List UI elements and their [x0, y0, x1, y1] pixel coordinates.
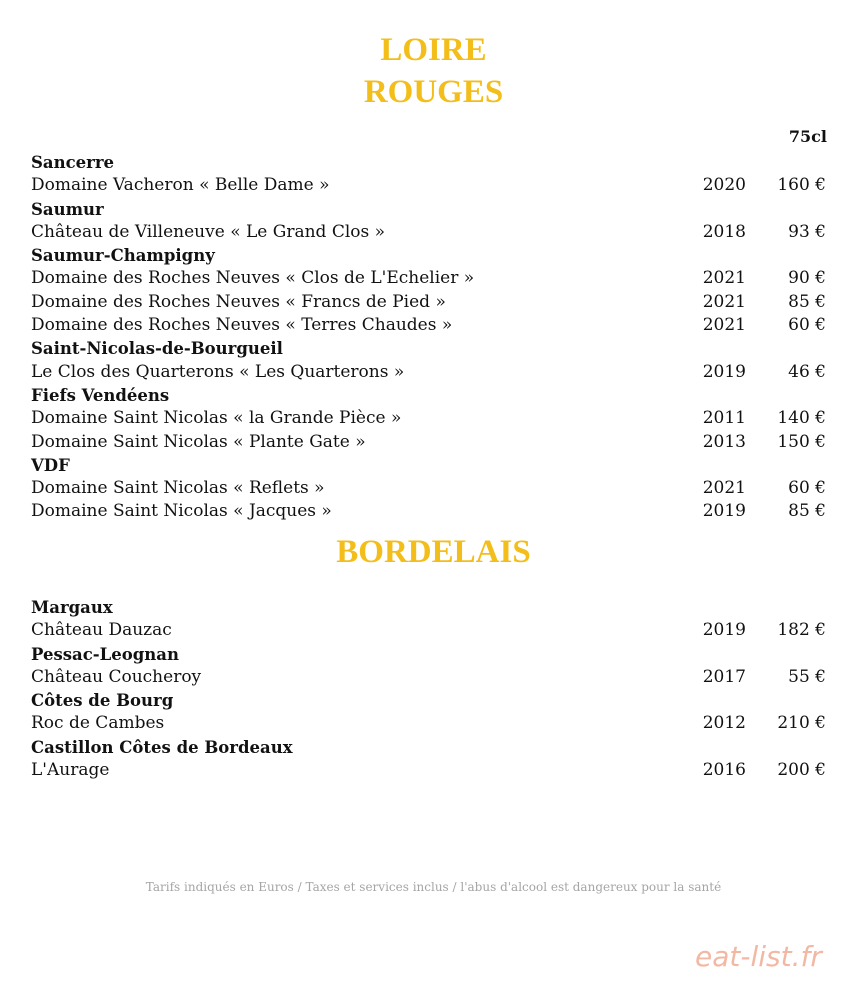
wine-vintage: 2013: [702, 431, 746, 452]
wine-row: [31, 619, 826, 642]
region-title-bordelais: BORDELAIS: [336, 534, 531, 570]
wine-name: Domaine Saint Nicolas « la Grande Pièce »: [31, 408, 402, 429]
volume-column-header: 75cl: [788, 127, 827, 146]
appellation-heading: [31, 198, 826, 221]
wine-vintage: 2018: [702, 221, 746, 242]
wine-row: [31, 407, 826, 430]
wine-name: Château de Villeneuve « Le Grand Clos »: [31, 221, 386, 242]
wine-price: 85 €: [788, 501, 826, 522]
appellation-heading: [31, 596, 826, 619]
appellation-name: Saint-Nicolas-de-Bourgueil: [31, 339, 283, 359]
wine-price: 60 €: [788, 478, 826, 499]
wine-price: 55 €: [788, 666, 826, 687]
appellation-name: Côtes de Bourg: [31, 691, 174, 711]
wine-vintage: 2021: [702, 478, 746, 499]
wine-price: 60 €: [788, 315, 826, 336]
appellation-name: VDF: [31, 455, 70, 475]
wine-vintage: 2020: [702, 175, 746, 196]
wine-price: 85 €: [788, 291, 826, 312]
appellation-heading: [31, 736, 826, 759]
wine-name: Domaine des Roches Neuves « Clos de L'Echelier »: [31, 268, 475, 289]
appellation-heading: [31, 643, 826, 666]
wine-vintage: 2016: [702, 760, 746, 781]
wine-price: 182 €: [777, 620, 826, 641]
wine-price: 160 €: [777, 175, 826, 196]
wine-name: Domaine des Roches Neuves « Terres Chaudes »: [31, 315, 453, 336]
wine-price: 200 €: [777, 760, 826, 781]
wine-name: Domaine Saint Nicolas « Plante Gate »: [31, 431, 366, 452]
wine-name: Domaine des Roches Neuves « Francs de Pied »: [31, 291, 446, 312]
wine-vintage: 2019: [702, 361, 746, 382]
wine-row: [31, 759, 826, 782]
wine-row: [31, 477, 826, 500]
wine-vintage: 2019: [702, 620, 746, 641]
bordeaux-wine-list: [31, 596, 826, 782]
wine-name: Domaine Saint Nicolas « Reflets »: [31, 478, 325, 499]
wine-name: Château Dauzac: [31, 620, 172, 641]
wine-name: Château Coucheroy: [31, 666, 202, 687]
appellation-name: Fiefs Vendéens: [31, 385, 170, 405]
appellation-name: Sancerre: [31, 153, 115, 172]
wine-vintage: 2021: [702, 315, 746, 336]
wine-row: [31, 291, 826, 314]
appellation-name: Pessac-Leognan: [31, 644, 179, 664]
wine-name: Domaine Vacheron « Belle Dame »: [31, 175, 330, 196]
wine-vintage: 2019: [702, 501, 746, 522]
wine-row: [31, 712, 826, 735]
wine-row: [31, 314, 826, 337]
wine-row: [31, 267, 826, 290]
loire-wine-list: [31, 151, 826, 524]
wine-row: [31, 431, 826, 454]
appellation-heading: [31, 151, 826, 174]
wine-row: [31, 361, 826, 384]
region-title-loire: LOIRE: [380, 32, 487, 68]
appellation-heading: [31, 689, 826, 712]
wine-name: L'Aurage: [31, 760, 110, 781]
wine-vintage: 2017: [702, 666, 746, 687]
appellation-name: Castillon Côtes de Bordeaux: [31, 737, 293, 757]
wine-name: Roc de Cambes: [31, 713, 165, 734]
wine-name: Le Clos des Quarterons « Les Quarterons »: [31, 361, 405, 382]
wine-price: 150 €: [777, 431, 826, 452]
wine-price: 140 €: [777, 408, 826, 429]
wine-vintage: 2011: [702, 408, 746, 429]
wine-vintage: 2012: [702, 713, 746, 734]
appellation-name: Saumur-Champigny: [31, 246, 215, 266]
wine-price: 46 €: [788, 361, 826, 382]
appellation-heading: [31, 384, 826, 407]
region-subtitle-rouges: ROUGES: [363, 74, 504, 110]
appellation-name: Saumur: [31, 199, 104, 219]
watermark-logo: eat-list.fr: [695, 940, 822, 973]
appellation-heading: [31, 337, 826, 360]
appellation-heading: [31, 244, 826, 267]
wine-row: [31, 500, 826, 523]
wine-vintage: 2021: [702, 268, 746, 289]
wine-price: 93 €: [788, 221, 826, 242]
wine-vintage: 2021: [702, 291, 746, 312]
appellation-name: Margaux: [31, 598, 113, 617]
wine-price: 90 €: [788, 268, 826, 289]
wine-row: [31, 666, 826, 689]
wine-row: [31, 221, 826, 244]
wine-row: [31, 174, 826, 197]
footer-note: Tarifs indiqués en Euros / Taxes et services inclus / l'abus d'alcool est dangereux pour la santé: [145, 880, 722, 894]
wine-price: 210 €: [777, 713, 826, 734]
wine-name: Domaine Saint Nicolas « Jacques »: [31, 501, 332, 522]
appellation-heading: [31, 454, 826, 477]
